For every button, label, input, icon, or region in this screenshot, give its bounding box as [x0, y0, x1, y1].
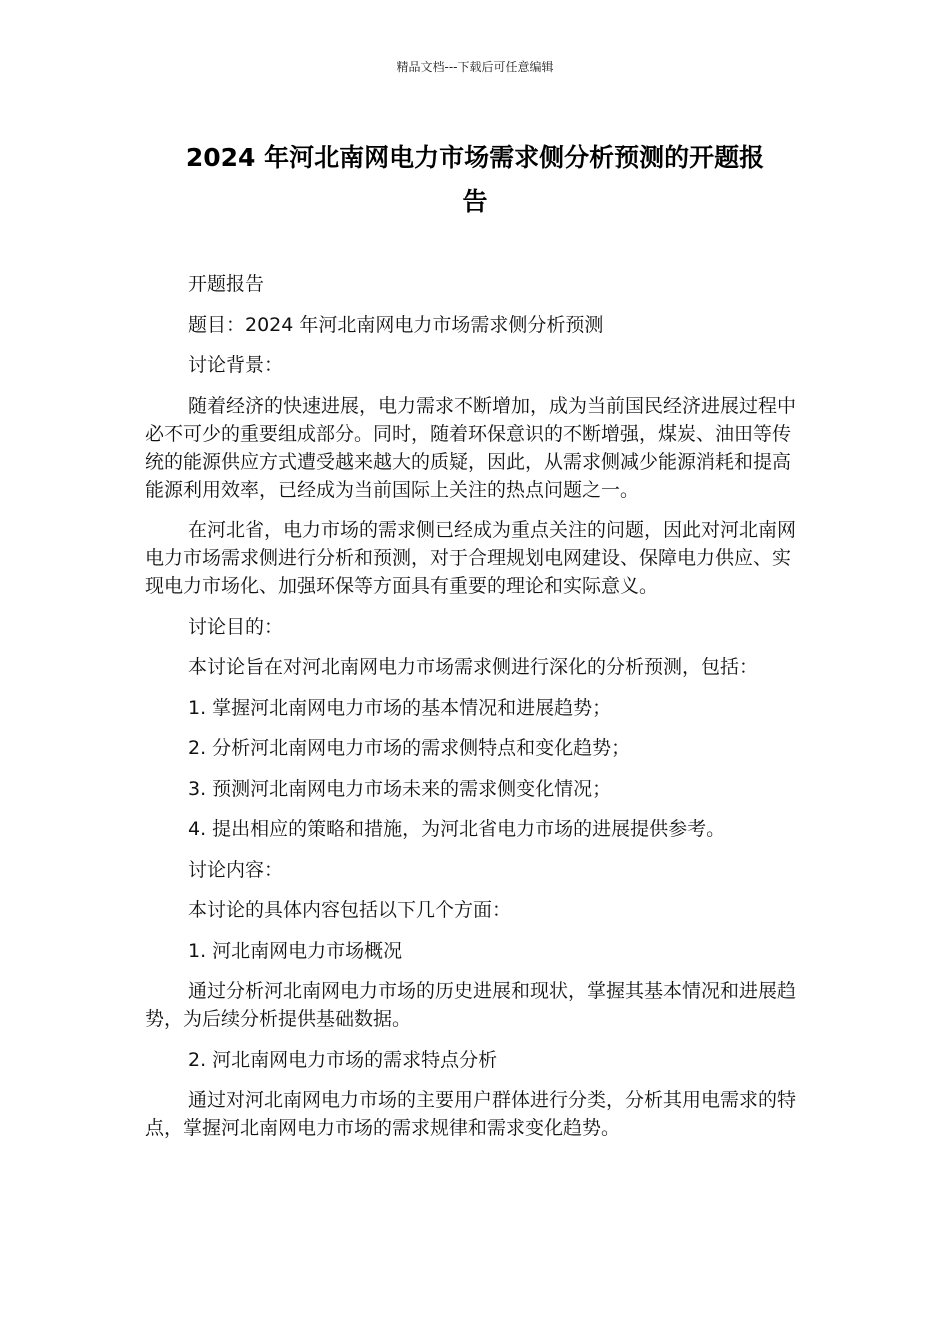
- title-line-1: 2024 年河北南网电力市场需求侧分析预测的开题报: [185, 143, 765, 172]
- document-body: [145, 270, 805, 1155]
- paragraph: 通过对河北南网电力市场的主要用户群体进行分类，分析其用电需求的特点，掌握河北南网电力市场的需求规律和需求变化趋势。: [145, 1089, 797, 1139]
- list-item: 2. 分析河北南网电力市场的需求侧特点和变化趋势；: [188, 737, 631, 759]
- paragraph-topic: 题目：2024 年河北南网电力市场需求侧分析预测: [188, 313, 604, 336]
- paragraph-purpose-intro: 本讨论旨在对河北南网电力市场需求侧进行深化的分析预测，包括：: [188, 656, 759, 678]
- title-line-2: 告: [462, 187, 488, 216]
- subheading: 2. 河北南网电力市场的需求特点分析: [188, 1048, 498, 1071]
- paragraph: 通过分析河北南网电力市场的历史进展和现状，掌握其基本情况和进展趋势，为后续分析提供基础数据。: [145, 980, 797, 1030]
- list-item: 3. 预测河北南网电力市场未来的需求侧变化情况；: [188, 777, 612, 800]
- header-note: 精品文档---下载后可任意编辑: [396, 60, 554, 74]
- document-title: [145, 136, 805, 224]
- section-heading-purpose: 讨论目的：: [188, 615, 284, 638]
- paragraph-content-intro: 本讨论的具体内容包括以下几个方面：: [188, 899, 512, 921]
- section-heading-content: 讨论内容：: [188, 858, 284, 881]
- paragraph-background-2: 在河北省，电力市场的需求侧已经成为重点关注的问题，因此对河北南网电力市场需求侧进行分析和预测，对于合理规划电网建设、保障电力供应、实现电力市场化、加强环保等方面具有重要的理论和实际意义。: [145, 519, 797, 597]
- list-item: 4. 提出相应的策略和措施，为河北省电力市场的进展提供参考。: [188, 818, 726, 840]
- paragraph-background-1: 随着经济的快速进展，电力需求不断增加，成为当前国民经济进展过程中必不可少的重要组成部分。同时，随着环保意识的不断增强，煤炭、油田等传统的能源供应方式遭受越来越大的质疑，因此，从需求侧减少能源消耗和提高能源利用效率，已经成为当前国际上关注的热点问题之一。: [145, 394, 797, 501]
- subheading: 1. 河北南网电力市场概况: [188, 939, 403, 962]
- paragraph-label: 开题报告: [188, 273, 265, 295]
- section-heading-background: 讨论背景：: [188, 354, 284, 376]
- list-item: 1. 掌握河北南网电力市场的基本情况和进展趋势；: [188, 696, 612, 719]
